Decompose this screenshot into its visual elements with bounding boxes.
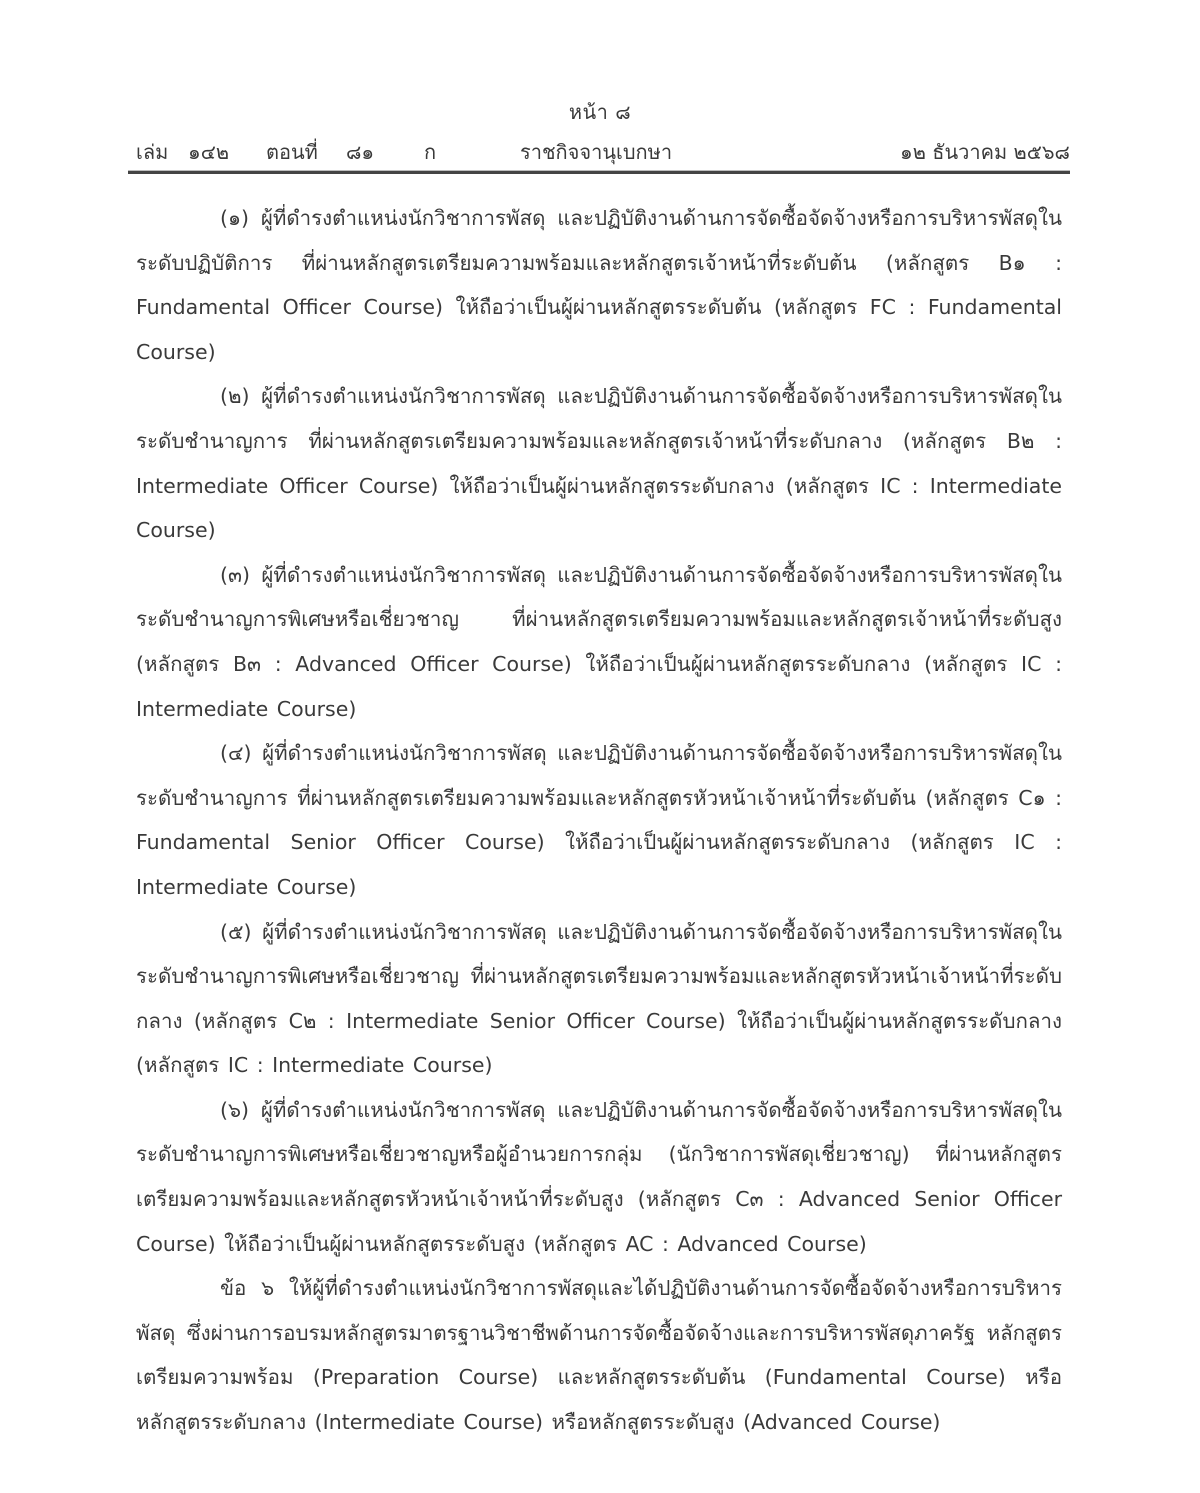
paragraph-item-2: (๒) ผู้ที่ดำรงตำแหน่งนักวิชาการพัสดุ และปฏิบัติงานด้านการจัดซื้อจัดจ้างหรือการบริหารพัสดุในระดับชำนาญการ ที่ผ่านหลักสูตรเตรียมความพร้อมและหลักสูตรเจ้าหน้าที่ระดับกลาง (หลักสูตร B๒ : Intermediate Officer Course) ให้ถือว่าเป็นผู้ผ่านหลักสูตรระดับกลาง (หลักสูตร IC : Intermediate Course) [136, 384, 1062, 543]
header-divider [128, 170, 1070, 174]
gazette-name: ราชกิจจานุเบกษา [520, 140, 673, 164]
page-number: หน้า ๘ [568, 100, 632, 124]
paragraph-clause-6: ข้อ ๖ ให้ผู้ที่ดำรงตำแหน่งนักวิชาการพัสดุและได้ปฏิบัติงานด้านการจัดซื้อจัดจ้างหรือการบริหารพัสดุ ซึ่งผ่านการอบรมหลักสูตรมาตรฐานวิชาชีพด้านการจัดซื้อจัดจ้างและการบริหารพัสดุภาครัฐ หลักสูตรเตรียมความพร้อม (Preparation Course) และหลักสูตรระดับต้น (Fundamental Course) หรือหลักสูตรระดับกลาง (Intermediate Course) หรือหลักสูตรระดับสูง (Advanced Course) [136, 1276, 1062, 1435]
paragraph-item-4: (๔) ผู้ที่ดำรงตำแหน่งนักวิชาการพัสดุ และปฏิบัติงานด้านการจัดซื้อจัดจ้างหรือการบริหารพัสดุในระดับชำนาญการ ที่ผ่านหลักสูตรเตรียมความพร้อมและหลักสูตรหัวหน้าเจ้าหน้าที่ระดับต้น (หลักสูตร C๑ : Fundamental Senior Officer Course) ให้ถือว่าเป็นผู้ผ่านหลักสูตรระดับกลาง (หลักสูตร IC : Intermediate Course) [136, 741, 1062, 899]
issue-label: ตอนที่ [266, 140, 318, 164]
gazette-header [136, 136, 1070, 166]
document-body [136, 196, 1062, 1445]
paragraph-item-3: (๓) ผู้ที่ดำรงตำแหน่งนักวิชาการพัสดุ และปฏิบัติงานด้านการจัดซื้อจัดจ้างหรือการบริหารพัสดุในระดับชำนาญการพิเศษหรือเชี่ยวชาญ ที่ผ่านหลักสูตรเตรียมความพร้อมและหลักสูตรเจ้าหน้าที่ระดับสูง (หลักสูตร B๓ : Advanced Officer Course) ให้ถือว่าเป็นผู้ผ่านหลักสูตรระดับกลาง (หลักสูตร IC : Intermediate Course) [136, 562, 1062, 721]
issue-number: ๘๑ [346, 140, 375, 164]
publication-date: ๑๒ ธันวาคม ๒๕๖๘ [900, 140, 1070, 164]
volume-number: ๑๔๒ [188, 140, 230, 164]
section-letter: ก [424, 140, 437, 164]
paragraph-item-5: (๕) ผู้ที่ดำรงตำแหน่งนักวิชาการพัสดุ และปฏิบัติงานด้านการจัดซื้อจัดจ้างหรือการบริหารพัสดุในระดับชำนาญการพิเศษหรือเชี่ยวชาญ ที่ผ่านหลักสูตรเตรียมความพร้อมและหลักสูตรหัวหน้าเจ้าหน้าที่ระดับกลาง (หลักสูตร C๒ : Intermediate Senior Officer Course) ให้ถือว่าเป็นผู้ผ่านหลักสูตรระดับกลาง (หลักสูตร IC : Intermediate Course) [136, 919, 1062, 1078]
paragraph-item-1: (๑) ผู้ที่ดำรงตำแหน่งนักวิชาการพัสดุ และปฏิบัติงานด้านการจัดซื้อจัดจ้างหรือการบริหารพัสดุในระดับปฏิบัติการ ที่ผ่านหลักสูตรเตรียมความพร้อมและหลักสูตรเจ้าหน้าที่ระดับต้น (หลักสูตร B๑ : Fundamental Officer Course) ให้ถือว่าเป็นผู้ผ่านหลักสูตรระดับต้น (หลักสูตร FC : Fundamental Course) [136, 206, 1062, 364]
paragraph-item-6: (๖) ผู้ที่ดำรงตำแหน่งนักวิชาการพัสดุ และปฏิบัติงานด้านการจัดซื้อจัดจ้างหรือการบริหารพัสดุในระดับชำนาญการพิเศษหรือเชี่ยวชาญหรือผู้อำนวยการกลุ่ม (นักวิชาการพัสดุเชี่ยวชาญ) ที่ผ่านหลักสูตรเตรียมความพร้อมและหลักสูตรหัวหน้าเจ้าหน้าที่ระดับสูง (หลักสูตร C๓ : Advanced Senior Officer Course) ให้ถือว่าเป็นผู้ผ่านหลักสูตรระดับสูง (หลักสูตร AC : Advanced Course) [136, 1097, 1062, 1256]
volume-label: เล่ม [136, 140, 169, 164]
